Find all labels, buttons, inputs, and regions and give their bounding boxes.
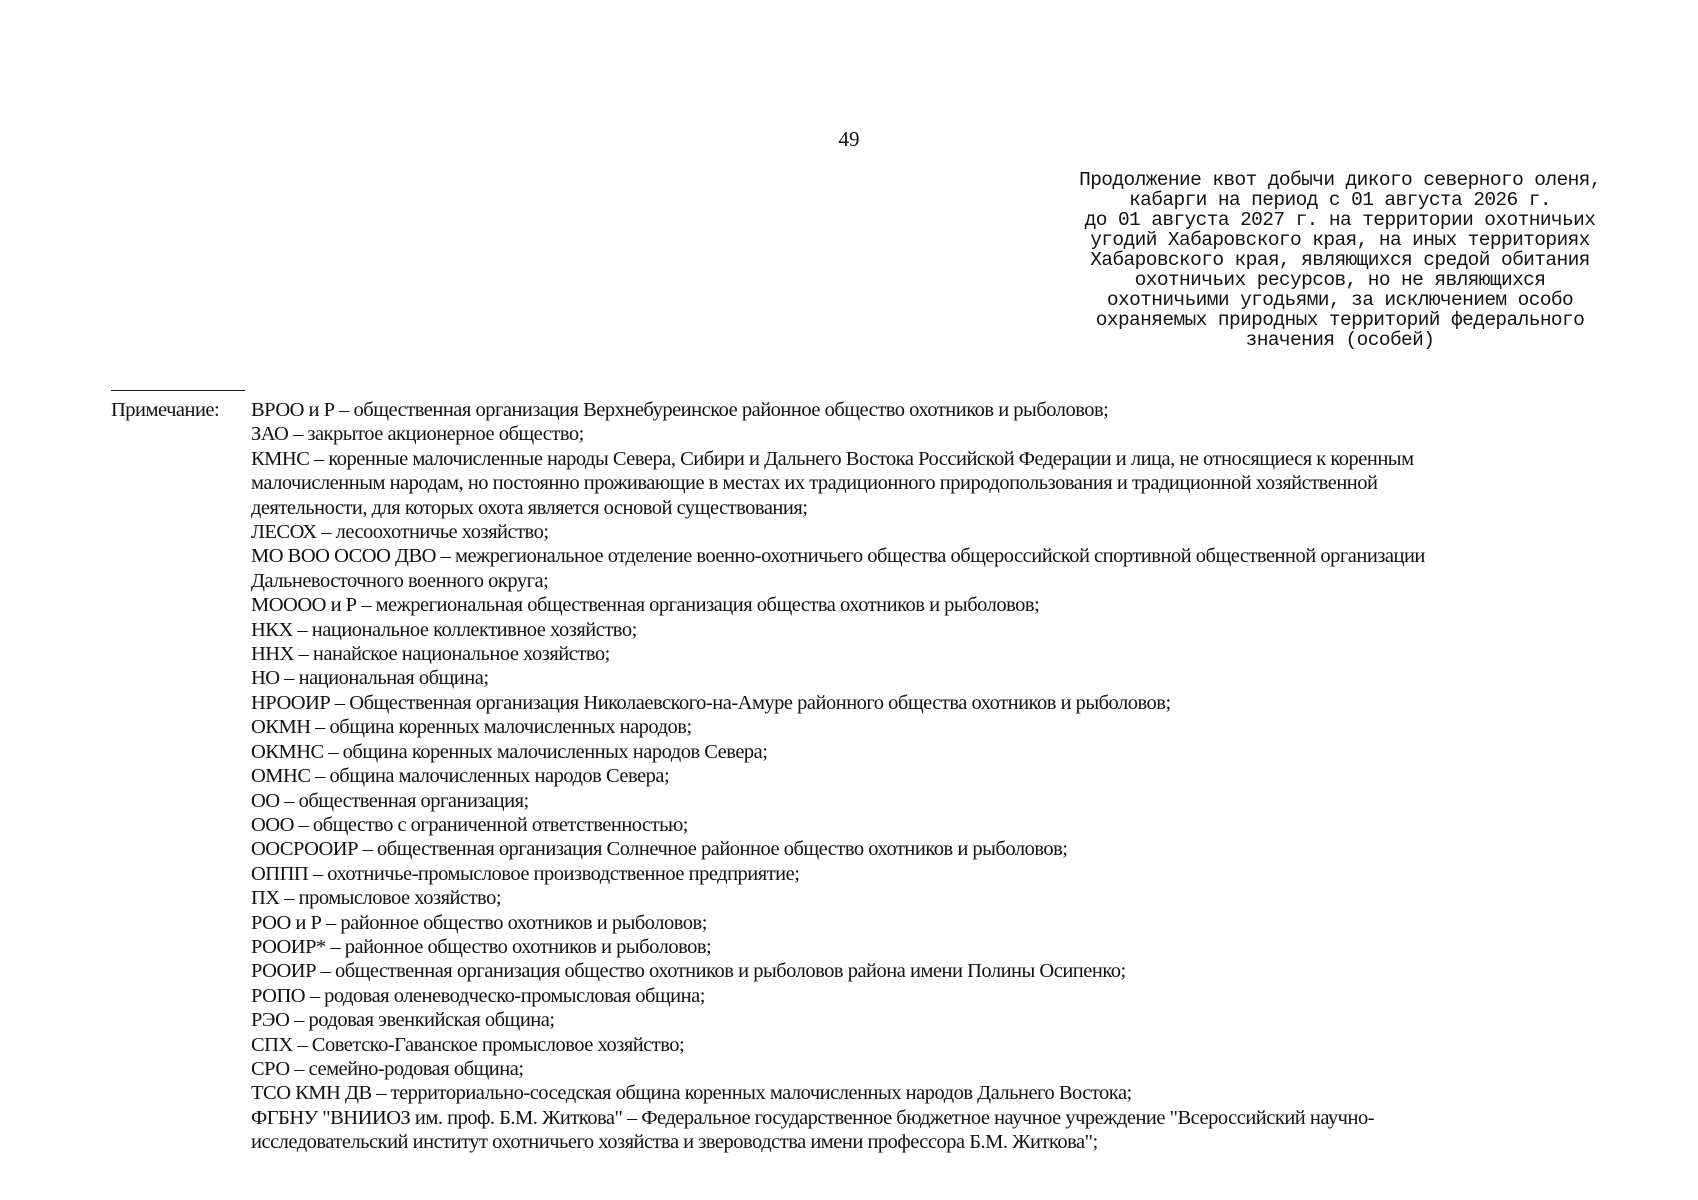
note-line-mo-voo-cont: Дальневосточного военного округа; [251, 569, 549, 592]
notes-label: Примечание: [111, 399, 220, 421]
heading-line: значения (особей) [1245, 329, 1435, 351]
note-line-rooir: РООИР – общественная организация общество охотников и рыболовов района имени Полины Осипенко; [251, 960, 1126, 983]
note-line-nrooir: НРООИР – Общественная организация Николаевского-на-Амуре районного общества охотников и рыболовов; [251, 691, 1171, 714]
note-line-okmn: ОКМН – община коренных малочисленных народов; [251, 716, 692, 739]
heading-line: охраняемых природных территорий федерального [1095, 309, 1585, 331]
note-line-oo: ОО – общественная организация; [251, 789, 529, 812]
abbreviation-list [251, 398, 1646, 1155]
heading-line: охотничьих ресурсов, но не являющихся [1134, 269, 1546, 291]
heading-line: охотничьими угодьями, за исключением особо [1106, 289, 1574, 311]
heading-line: Хабаровского края, являющихся средой обитания [1090, 249, 1590, 271]
note-line-ph: ПХ – промысловое хозяйство; [251, 887, 502, 910]
note-line-roo-i-r: РОО и Р – районное общество охотников и рыболовов; [251, 911, 707, 934]
note-line-okmns: ОКМНС – община коренных малочисленных народов Севера; [251, 740, 768, 763]
note-line-ropo: РОПО – родовая оленеводческо-промысловая община; [251, 984, 705, 1007]
note-line-no: НО – национальная община; [251, 667, 489, 690]
heading-line: угодий Хабаровского края, на иных территориях [1090, 229, 1590, 251]
note-line-kmns-cont: деятельности, для которых охота является основой существования; [251, 496, 808, 519]
footnote-divider [111, 390, 245, 391]
note-line-tso-kmn-dv: ТСО КМН ДВ – территориально-соседская община коренных малочисленных народов Дальнего Востока; [251, 1082, 1132, 1105]
heading-line: до 01 августа 2027 г. на территории охотничьих [1084, 209, 1596, 231]
note-line-kmns-cont: малочисленным народам, но постоянно проживающие в местах их традиционного природопользования и традиционной хозяйственной [251, 472, 1378, 495]
heading-line: кабарги на период с 01 августа 2026 г. [1129, 189, 1551, 211]
note-line-mo-voo: МО ВОО ОСОО ДВО – межрегиональное отделение военно-охотничьего общества общероссийской спортивной общественной организации [251, 545, 1425, 568]
note-line-kmns: КМНС – коренные малочисленные народы Севера, Сибири и Дальнего Востока Российской Федерации и лица, не относящиеся к коренным [251, 447, 1414, 470]
note-line-moooo: МОООО и Р – межрегиональная общественная организация общества охотников и рыболовов; [251, 594, 1040, 617]
heading-line: Продолжение квот добычи дикого северного оленя, [1079, 169, 1601, 191]
note-line-oppp: ОППП – охотничье-промысловое производственное предприятие; [251, 862, 800, 885]
note-line-lesokh: ЛЕСОХ – лесоохотничье хозяйство; [251, 521, 549, 544]
note-line-nnh: ННХ – нанайское национальное хозяйство; [251, 643, 610, 666]
note-line-sph: СПХ – Советско-Гаванское промысловое хозяйство; [251, 1033, 685, 1056]
note-line-reo: РЭО – родовая эвенкийская община; [251, 1009, 555, 1032]
note-line-sro: СРО – семейно-родовая община; [251, 1057, 524, 1080]
table-continuation-heading [1040, 170, 1640, 350]
page-number: 49 [838, 127, 860, 151]
note-line-nkh: НКХ – национальное коллективное хозяйство; [251, 618, 637, 641]
note-line-zao: ЗАО – закрытое акционерное общество; [251, 423, 584, 446]
note-line-ooo: ООО – общество с ограниченной ответственностью; [251, 813, 688, 836]
note-line-vroo: ВРОО и Р – общественная организация Верхнебуреинское районное общество охотников и рыболовов; [251, 399, 1109, 421]
note-line-omns: ОМНС – община малочисленных народов Севера; [251, 765, 670, 788]
note-line-oosrooir: ООСРООИР – общественная организация Солнечное районное общество охотников и рыболовов; [251, 838, 1068, 861]
note-line-fgbnu: ФГБНУ "ВНИИОЗ им. проф. Б.М. Житкова" – Федеральное государственное бюджетное научное учреждение "Всероссийский научно- [251, 1106, 1375, 1129]
note-line-rooir-star: РООИР* – районное общество охотников и рыболовов; [251, 935, 712, 958]
note-line-fgbnu-cont: исследовательский институт охотничьего хозяйства и звероводства имени профессора Б.М. Житкова"; [251, 1131, 1098, 1154]
